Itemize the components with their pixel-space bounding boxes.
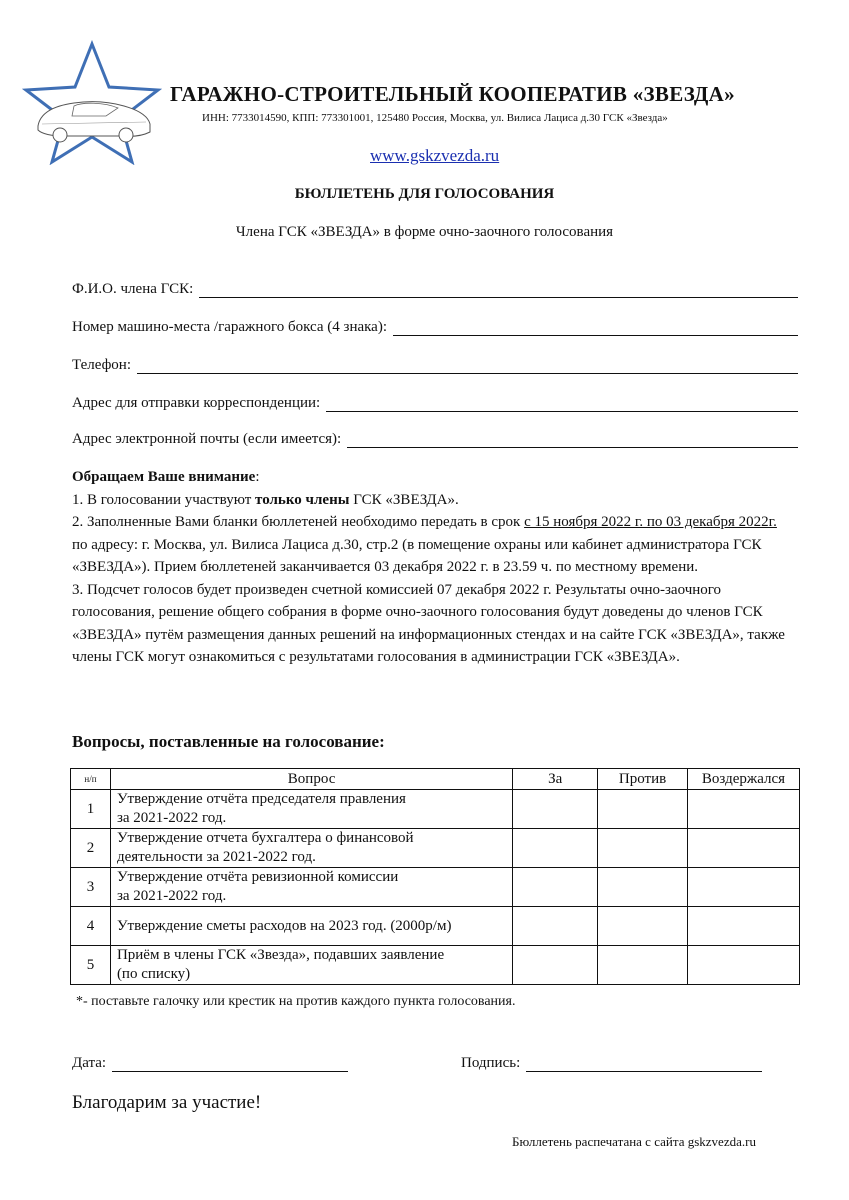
question-line: за 2021-2022 год.: [116, 888, 227, 904]
vote-abstain-cell[interactable]: [688, 790, 800, 829]
row-number: 1: [71, 790, 111, 829]
question-line: за 2021-2022 год.: [116, 810, 227, 826]
table-row: [71, 946, 800, 985]
deadline-dates: с 15 ноября 2022 г. по 03 декабря 2022г.: [524, 514, 777, 530]
notice-text: 1. В голосовании участвуют: [72, 491, 256, 508]
blank-line[interactable]: [137, 359, 798, 374]
field-label: Ф.И.О. члена ГСК:: [72, 281, 194, 297]
vote-abstain-cell[interactable]: [688, 907, 800, 946]
star-car-logo-icon: [22, 40, 162, 165]
document-title: БЮЛЛЕТЕНЬ ДЛЯ ГОЛОСОВАНИЯ: [294, 186, 555, 202]
question-line: Утверждение отчета бухгалтера о финансовой: [116, 830, 414, 846]
organization-name: ГАРАЖНО-СТРОИТЕЛЬНЫЙ КООПЕРАТИВ «ЗВЕЗДА»: [170, 82, 735, 106]
row-number: 5: [71, 946, 111, 985]
blank-line[interactable]: [393, 321, 798, 336]
column-header-number: н/п: [71, 769, 111, 790]
vote-abstain-cell[interactable]: [688, 829, 800, 868]
vote-against-cell[interactable]: [598, 790, 688, 829]
vote-against-cell[interactable]: [598, 946, 688, 985]
vote-abstain-cell[interactable]: [688, 868, 800, 907]
notice-item-1: [72, 489, 792, 512]
vote-abstain-cell[interactable]: [688, 946, 800, 985]
vote-against-cell[interactable]: [598, 829, 688, 868]
email-field[interactable]: [72, 426, 798, 448]
column-header-question: Вопрос: [110, 769, 512, 790]
question-line: деятельности за 2021-2022 год.: [116, 849, 316, 865]
date-field[interactable]: [72, 1050, 348, 1072]
question-text: [110, 907, 512, 946]
signature-label: Подпись:: [461, 1055, 521, 1071]
question-line: (по списку): [116, 966, 191, 982]
notice-heading: Обращаем Ваше внимание: [72, 469, 256, 485]
table-header-row: [71, 769, 800, 790]
notice-block: [72, 466, 792, 669]
question-line: Утверждение отчёта председателя правления: [116, 791, 406, 807]
blank-line[interactable]: [326, 397, 798, 412]
vote-against-cell[interactable]: [598, 907, 688, 946]
vote-for-cell[interactable]: [513, 946, 598, 985]
document-subtitle: Члена ГСК «ЗВЕЗДА» в форме очно-заочного голосования: [235, 224, 614, 240]
full-name-field[interactable]: [72, 276, 798, 298]
row-number: 4: [71, 907, 111, 946]
question-line: Приём в члены ГСК «Звезда», подавших заявление: [116, 947, 445, 963]
voting-table: [70, 768, 800, 985]
questions-title: Вопросы, поставленные на голосование:: [72, 732, 385, 751]
field-label: Номер машино-места /гаражного бокса (4 знака):: [72, 319, 388, 335]
blank-line[interactable]: [112, 1057, 348, 1072]
vote-for-cell[interactable]: [513, 907, 598, 946]
field-label: Адрес для отправки корреспонденции:: [72, 395, 321, 411]
row-number: 2: [71, 829, 111, 868]
date-label: Дата:: [72, 1055, 107, 1071]
notice-text: по адресу: г. Москва, ул. Вилиса Лациса д.30, стр.2 (в помещение охраны или кабинет администратора ГСК «ЗВЕЗДА»). Прием бюллетеней заканчивается 03 декабря 2022 г. в 23.59 ч. по местному времени.: [72, 536, 762, 575]
table-row: [71, 790, 800, 829]
question-line: Утверждение сметы расходов на 2023 год. (2000р/м): [116, 917, 452, 934]
question-text: [110, 829, 512, 868]
printed-from-note: Бюллетень распечатана с сайта gskzvezda.ru: [512, 1134, 756, 1149]
vote-for-cell[interactable]: [513, 790, 598, 829]
vote-for-cell[interactable]: [513, 829, 598, 868]
field-label: Телефон:: [72, 357, 131, 373]
row-number: 3: [71, 868, 111, 907]
footnote: *- поставьте галочку или крестик на против каждого пункта голосования.: [76, 994, 516, 1009]
parking-space-field[interactable]: [72, 314, 798, 336]
question-text: [110, 946, 512, 985]
notice-heading-line: [72, 466, 792, 489]
notice-text: ГСК «ЗВЕЗДА».: [349, 491, 459, 508]
organization-details: ИНН: 7733014590, КПП: 773301001, 125480 Россия, Москва, ул. Вилиса Лациса д.30 ГСК «Звезда»: [202, 112, 668, 124]
vote-against-cell[interactable]: [598, 868, 688, 907]
signature-field[interactable]: [461, 1050, 762, 1072]
blank-line[interactable]: [199, 283, 798, 298]
column-header-for: За: [513, 769, 598, 790]
column-header-abstain: Воздержался: [688, 769, 800, 790]
notice-item-3: 3. Подсчет голосов будет произведен счетной комиссией 07 декабря 2022 г. Результаты очно-заочного голосования, решение общего собрания в форме очно-заочного голосования будут доведены до членов ГСК «ЗВЕЗДА» путём размещения данных решений на информационных стендах и на сайте ГСК «ЗВЕЗДА», также члены ГСК могут ознакомиться с результатами голосования в администрации ГСК «ЗВЕЗДА».: [72, 581, 785, 665]
phone-field[interactable]: [72, 352, 798, 374]
table-row: [71, 868, 800, 907]
postal-address-field[interactable]: [72, 390, 798, 412]
question-line: Утверждение отчёта ревизионной комиссии: [116, 869, 399, 885]
table-row: [71, 829, 800, 868]
vote-for-cell[interactable]: [513, 868, 598, 907]
notice-emphasis: только члены: [255, 491, 350, 508]
field-label: Адрес электронной почты (если имеется):: [72, 431, 342, 447]
column-header-against: Против: [598, 769, 688, 790]
notice-item-2: [72, 511, 792, 579]
table-row: [71, 907, 800, 946]
question-text: [110, 868, 512, 907]
website-link[interactable]: www.gskzvezda.ru: [370, 146, 500, 165]
blank-line[interactable]: [526, 1057, 762, 1072]
question-text: [110, 790, 512, 829]
thanks-text: Благодарим за участие!: [72, 1092, 262, 1113]
notice-text: 2. Заполненные Вами бланки бюллетеней необходимо передать в срок: [72, 514, 525, 530]
notice-heading-colon: :: [255, 469, 260, 485]
blank-line[interactable]: [347, 433, 798, 448]
